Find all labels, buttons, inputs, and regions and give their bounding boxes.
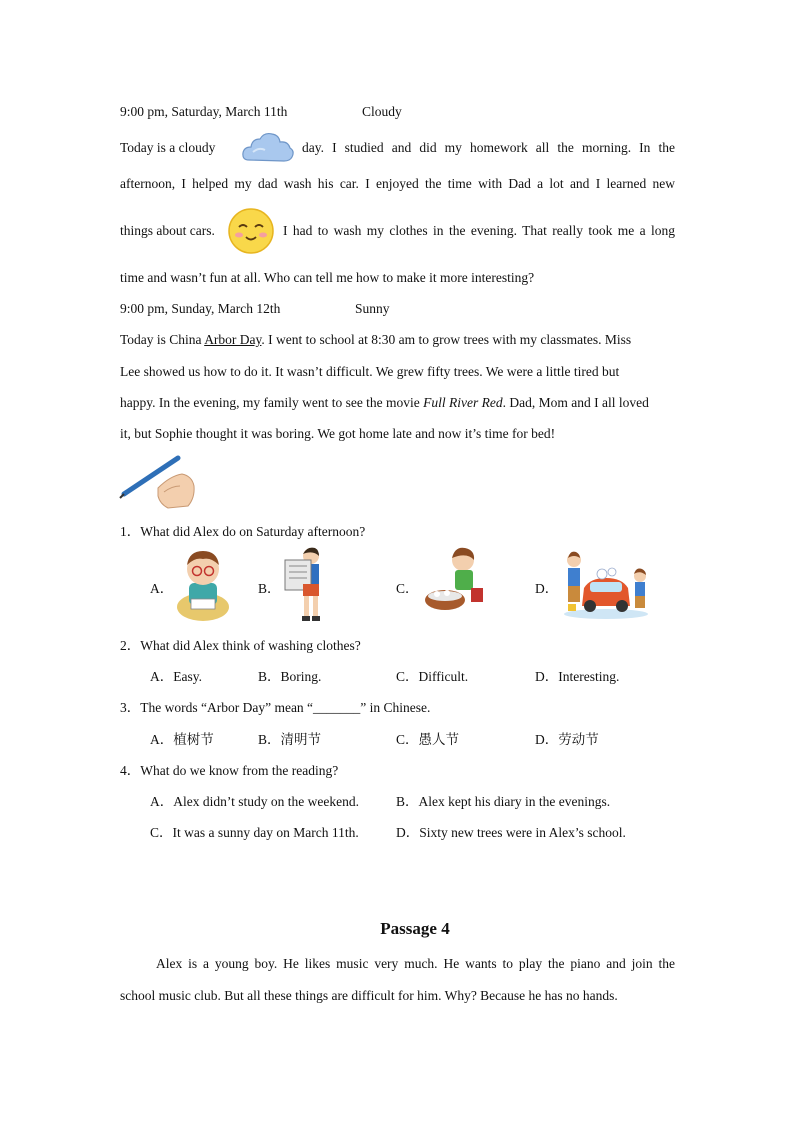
diary2-line1 bbox=[120, 332, 631, 348]
passage-title: Passage 4 bbox=[380, 919, 450, 938]
smiley-face-icon bbox=[227, 207, 275, 259]
diary2-line2: Lee showed us how to do it. It wasn’t difficult. We grew fifty trees. We were a little tired but bbox=[120, 364, 620, 379]
diary2-line3 bbox=[120, 395, 649, 411]
boy-reading-newspaper-icon bbox=[283, 546, 329, 628]
q4-option-a[interactable]: A．Alex didn’t study on the weekend. bbox=[150, 794, 359, 809]
diary2-line1-post: . I went to school at 8:30 am to grow trees with my classmates. Miss bbox=[261, 332, 632, 347]
q1-option-b[interactable]: B． bbox=[258, 581, 281, 596]
question4-stem: 4．What do we know from the reading? bbox=[120, 763, 339, 778]
question2-stem: 2．What did Alex think of washing clothes? bbox=[120, 638, 361, 653]
pen-writing-icon bbox=[118, 452, 198, 514]
q3-option-b[interactable]: B．清明节 bbox=[258, 732, 322, 747]
diary2-line3-post: . Dad, Mom and I all loved bbox=[502, 395, 649, 410]
q4-option-c[interactable]: C．It was a sunny day on March 11th. bbox=[150, 825, 359, 840]
diary1-line3-b: I had to wash my clothes in the evening. That really took me a long bbox=[283, 223, 675, 238]
q2-option-c[interactable]: C．Difficult. bbox=[396, 669, 469, 684]
arbor-day-underlined: Arbor Day bbox=[204, 332, 262, 347]
boy-washing-clothes-icon bbox=[423, 546, 487, 622]
q3-option-d[interactable]: D．劳动节 bbox=[535, 732, 599, 747]
q3-option-a[interactable]: A．植树节 bbox=[150, 732, 214, 747]
q1-option-a[interactable]: A． bbox=[150, 581, 174, 596]
q1-option-c[interactable]: C． bbox=[396, 581, 419, 596]
diary1-line2: afternoon, I helped my dad wash his car. I enjoyed the time with Dad a lot and I learned new bbox=[120, 176, 675, 191]
diary1-line3-a: things about cars. bbox=[120, 223, 215, 238]
diary1-line1-b: day. I studied and did my homework all the morning. In the bbox=[302, 140, 675, 155]
diary2-header-date: 9:00 pm, Sunday, March 12th bbox=[120, 301, 281, 316]
diary2-line1-pre: Today is China bbox=[120, 332, 205, 347]
q2-option-a[interactable]: A．Easy. bbox=[150, 669, 202, 684]
diary1-header-date: 9:00 pm, Saturday, March 11th bbox=[120, 104, 288, 119]
cloud-icon bbox=[241, 130, 295, 170]
father-son-washing-car-icon bbox=[560, 548, 652, 624]
boy-studying-icon bbox=[175, 545, 231, 627]
diary1-header-weather: Cloudy bbox=[362, 104, 402, 119]
passage-line1: Alex is a young boy. He likes music very much. He wants to play the piano and join the bbox=[156, 956, 675, 971]
diary2-line3-pre: happy. In the evening, my family went to see the movie bbox=[120, 395, 424, 410]
question1-stem: 1．What did Alex do on Saturday afternoon? bbox=[120, 524, 366, 539]
diary2-line4: it, but Sophie thought it was boring. We got home late and now it’s time for bed! bbox=[120, 426, 556, 441]
q4-option-d[interactable]: D．Sixty new trees were in Alex’s school. bbox=[396, 825, 626, 840]
q4-option-b[interactable]: B．Alex kept his diary in the evenings. bbox=[396, 794, 611, 809]
diary1-line4: time and wasn’t fun at all. Who can tell me how to make it more interesting? bbox=[120, 270, 535, 285]
movie-title: Full River Red bbox=[423, 395, 503, 410]
diary2-header-weather: Sunny bbox=[355, 301, 390, 316]
q2-option-b[interactable]: B．Boring. bbox=[258, 669, 322, 684]
q1-option-d[interactable]: D． bbox=[535, 581, 559, 596]
question3-stem: 3．The words “Arbor Day” mean “_______” in Chinese. bbox=[120, 700, 431, 715]
q2-option-d[interactable]: D．Interesting. bbox=[535, 669, 620, 684]
q3-option-c[interactable]: C．愚人节 bbox=[396, 732, 460, 747]
diary1-line1-a: Today is a cloudy bbox=[120, 140, 216, 155]
passage-line2: school music club. But all these things are difficult for him. Why? Because he has no hands. bbox=[120, 988, 618, 1003]
